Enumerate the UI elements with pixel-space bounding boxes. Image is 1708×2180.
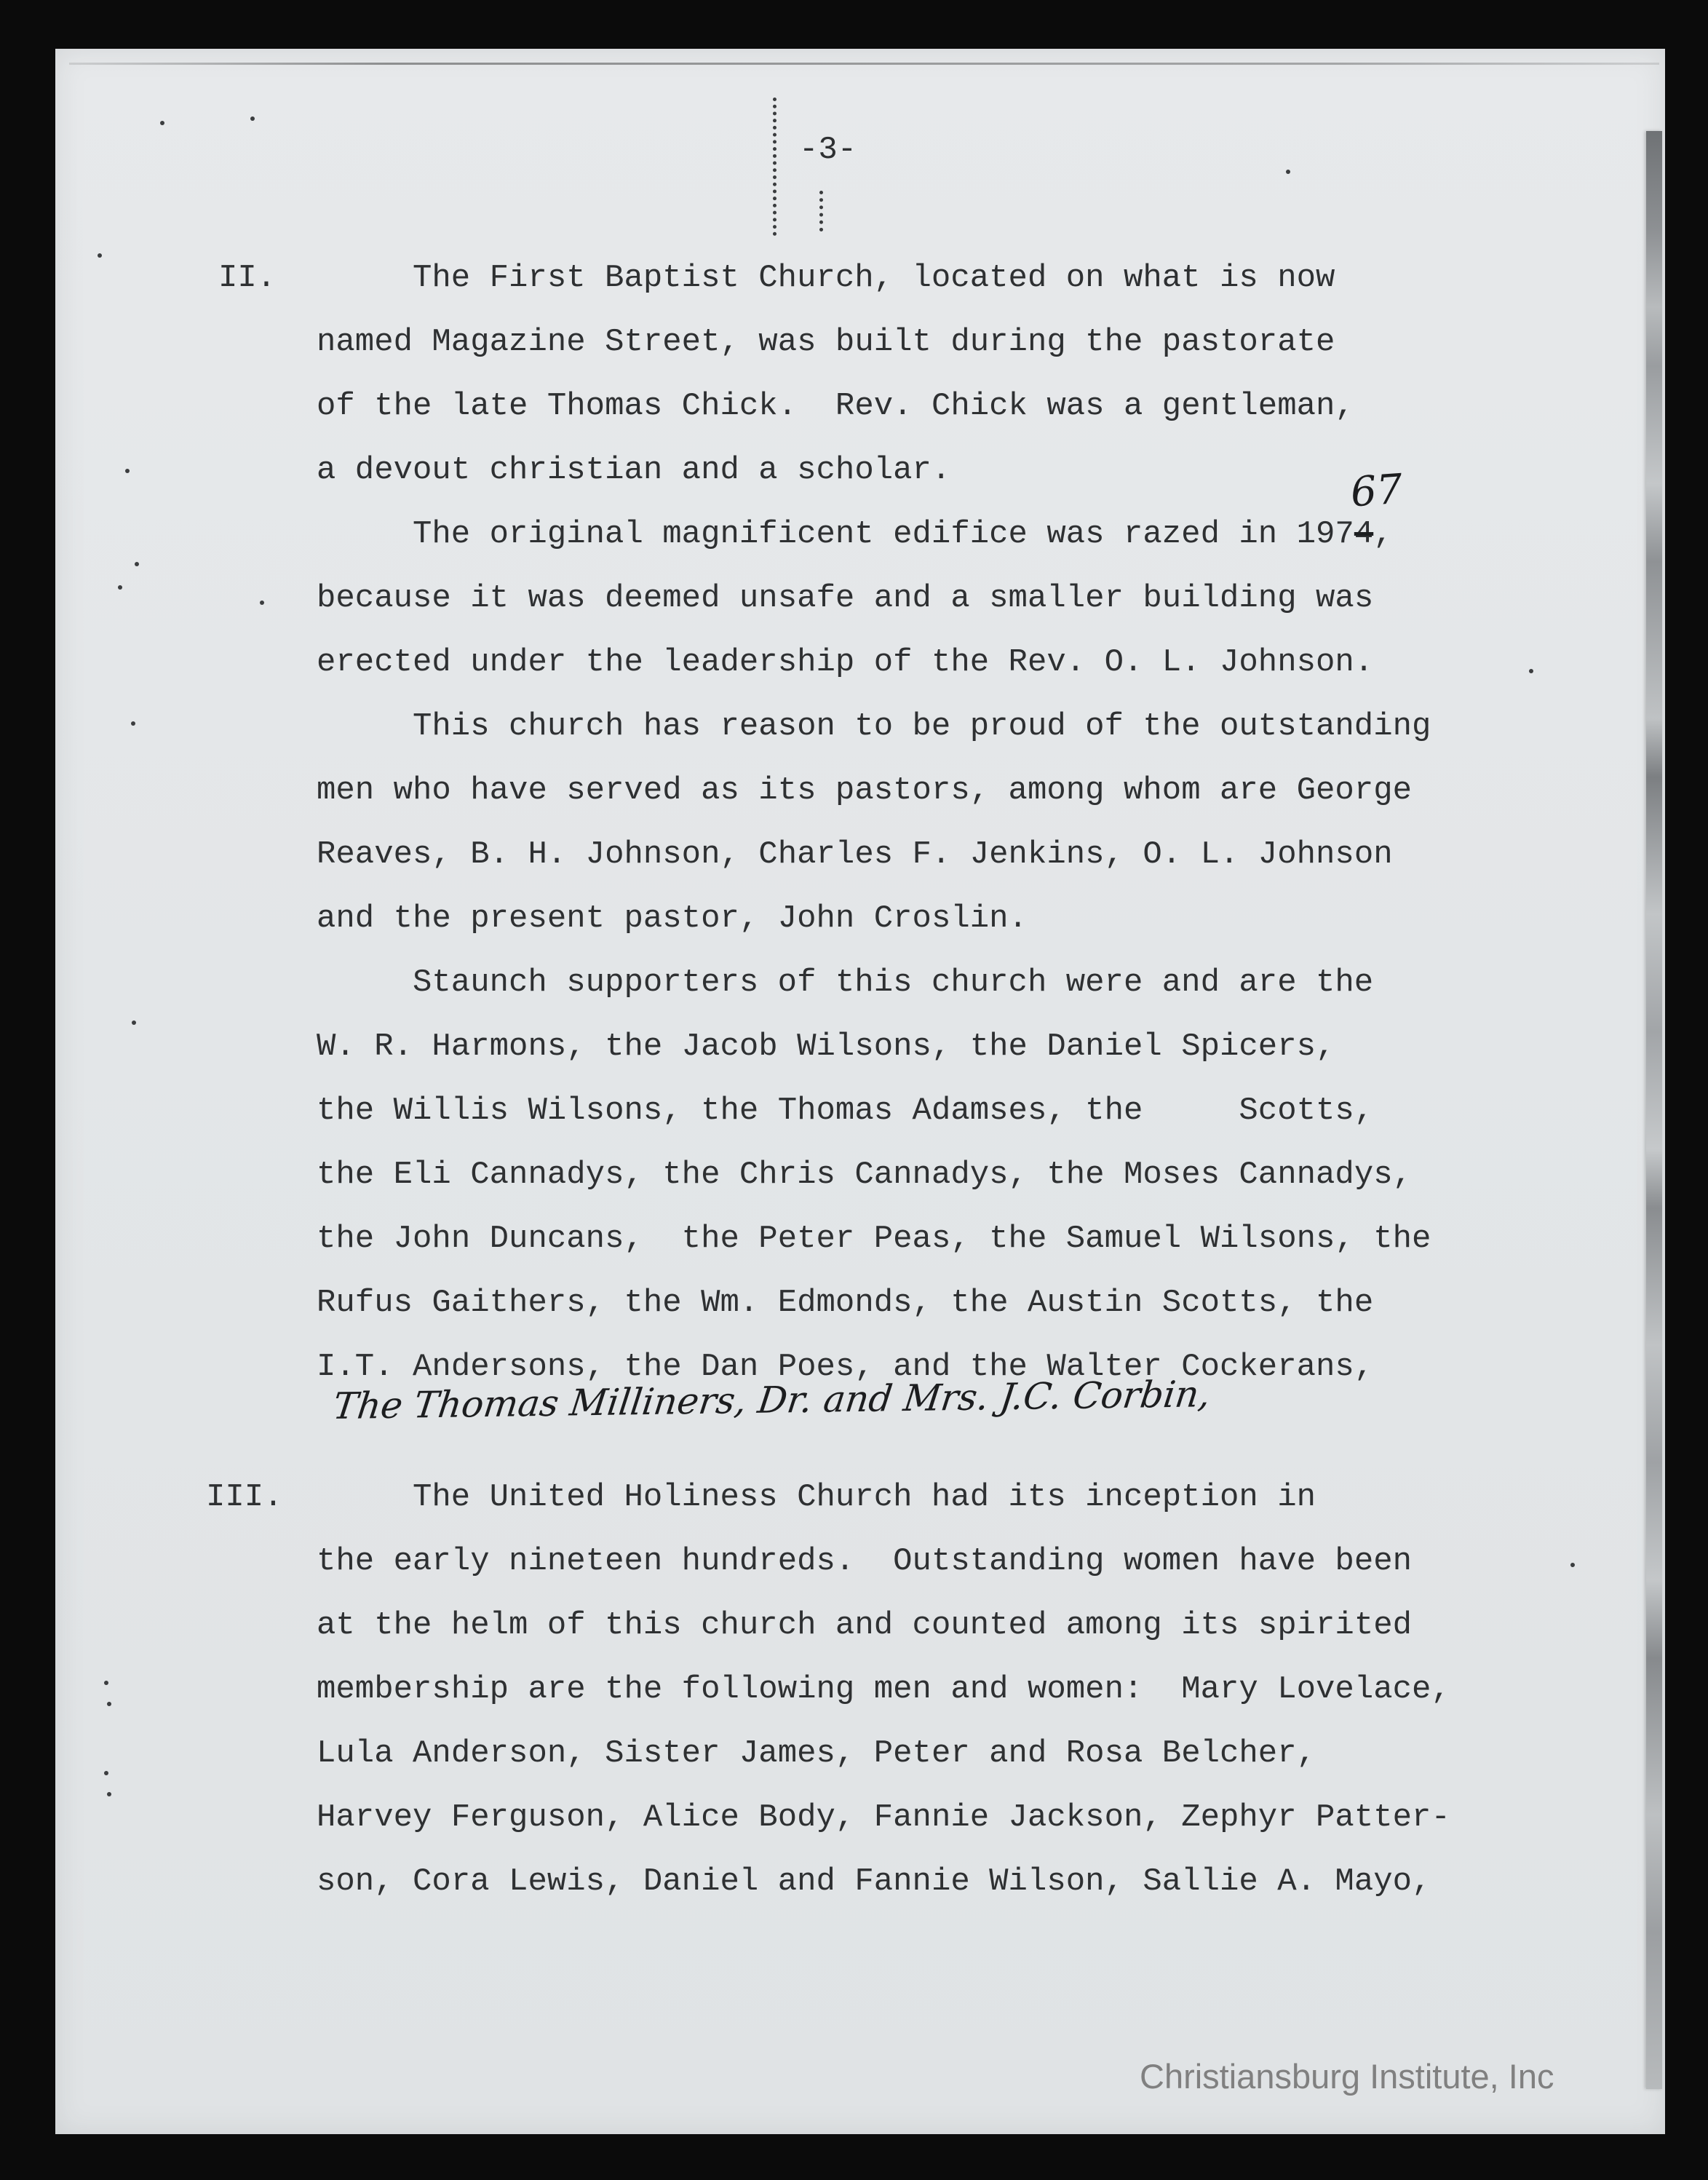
paragraph	[317, 502, 1431, 694]
margin-speck	[132, 1020, 136, 1025]
text-line: the Willis Wilsons, the Thomas Adamses, the Scotts,	[317, 1093, 1374, 1129]
margin-speck	[107, 1792, 111, 1796]
margin-speck	[250, 116, 255, 121]
paragraph	[317, 951, 1431, 1399]
text-line: of the late Thomas Chick. Rev. Chick was a gentleman,	[317, 388, 1354, 424]
text-line: at the helm of this church and counted among its spirited	[317, 1607, 1413, 1644]
text-line: named Magazine Street, was built during the pastorate	[317, 324, 1335, 360]
margin-speck	[104, 1771, 108, 1775]
section-ii-label: II.	[218, 260, 277, 296]
text-line: W. R. Harmons, the Jacob Wilsons, the Daniel Spicers,	[317, 1028, 1335, 1065]
paragraph	[317, 1465, 1450, 1914]
text-line: a devout christian and a scholar.	[317, 452, 951, 488]
text-line: the Eli Cannadys, the Chris Cannadys, the Moses Cannadys,	[317, 1157, 1413, 1193]
margin-speck	[107, 1702, 111, 1706]
text-line: The First Baptist Church, located on what is now	[413, 260, 1335, 296]
section-ii-body	[317, 246, 1431, 1399]
text-line: Harvey Ferguson, Alice Body, Fannie Jackson, Zephyr Patter-	[317, 1799, 1450, 1836]
edifice-line-end: ,	[1373, 516, 1393, 552]
margin-speck	[260, 601, 264, 605]
text-line: This church has reason to be proud of the outstanding	[413, 708, 1431, 745]
page-number: -3-	[799, 132, 857, 168]
text-line: Reaves, B. H. Johnson, Charles F. Jenkins, O. L. Johnson	[317, 836, 1393, 873]
margin-speck	[131, 721, 135, 726]
struck-digit: 4	[1354, 516, 1374, 552]
text-line: son, Cora Lewis, Daniel and Fannie Wilson, Sallie A. Mayo,	[317, 1863, 1431, 1900]
margin-speck	[1570, 1563, 1575, 1567]
text-line: the John Duncans, the Peter Peas, the Samuel Wilsons, the	[317, 1221, 1431, 1257]
edifice-line-text: The original magnificent edifice was razed in 197	[413, 516, 1354, 552]
text-line: membership are the following men and women: Mary Lovelace,	[317, 1671, 1450, 1708]
text-line: I.T. Andersons, the Dan Poes, and the Walter Cockerans,	[317, 1349, 1374, 1385]
margin-speck	[1286, 170, 1290, 174]
text-line: Rufus Gaithers, the Wm. Edmonds, the Austin Scotts, the	[317, 1285, 1374, 1321]
section-iii-label: III.	[206, 1479, 283, 1515]
text-line: because it was deemed unsafe and a smaller building was	[317, 580, 1374, 617]
text-line	[317, 502, 1431, 566]
margin-speck	[118, 585, 122, 590]
top-fold-line	[69, 63, 1659, 65]
margin-speck	[125, 469, 130, 473]
handwritten-addition: The Thomas Milliners, Dr. and Mrs. J.C. Corbin,	[330, 1373, 1213, 1428]
right-binding-strip	[1646, 131, 1662, 2089]
text-line: men who have served as its pastors, among whom are George	[317, 772, 1413, 809]
section-iii-body	[317, 1465, 1450, 1914]
paragraph	[317, 694, 1431, 951]
text-line: Lula Anderson, Sister James, Peter and Rosa Belcher,	[317, 1735, 1316, 1772]
margin-speck	[104, 1681, 108, 1685]
margin-speck	[1529, 669, 1533, 673]
text-line: Staunch supporters of this church were and are the	[413, 964, 1374, 1001]
margin-speck	[135, 562, 139, 566]
margin-speck	[98, 253, 102, 258]
text-line: and the present pastor, John Croslin.	[317, 900, 1028, 937]
perforation-mark	[773, 98, 776, 236]
handwritten-year-correction: 67	[1348, 465, 1405, 517]
margin-speck	[160, 121, 164, 125]
paragraph	[317, 246, 1431, 502]
watermark-text: Christiansburg Institute, Inc	[1140, 2057, 1554, 2096]
text-line: The United Holiness Church had its inception in	[413, 1479, 1316, 1515]
text-line: erected under the leadership of the Rev. O. L. Johnson.	[317, 644, 1374, 681]
perforation-mark	[819, 191, 823, 231]
text-line: the early nineteen hundreds. Outstanding women have been	[317, 1543, 1413, 1579]
